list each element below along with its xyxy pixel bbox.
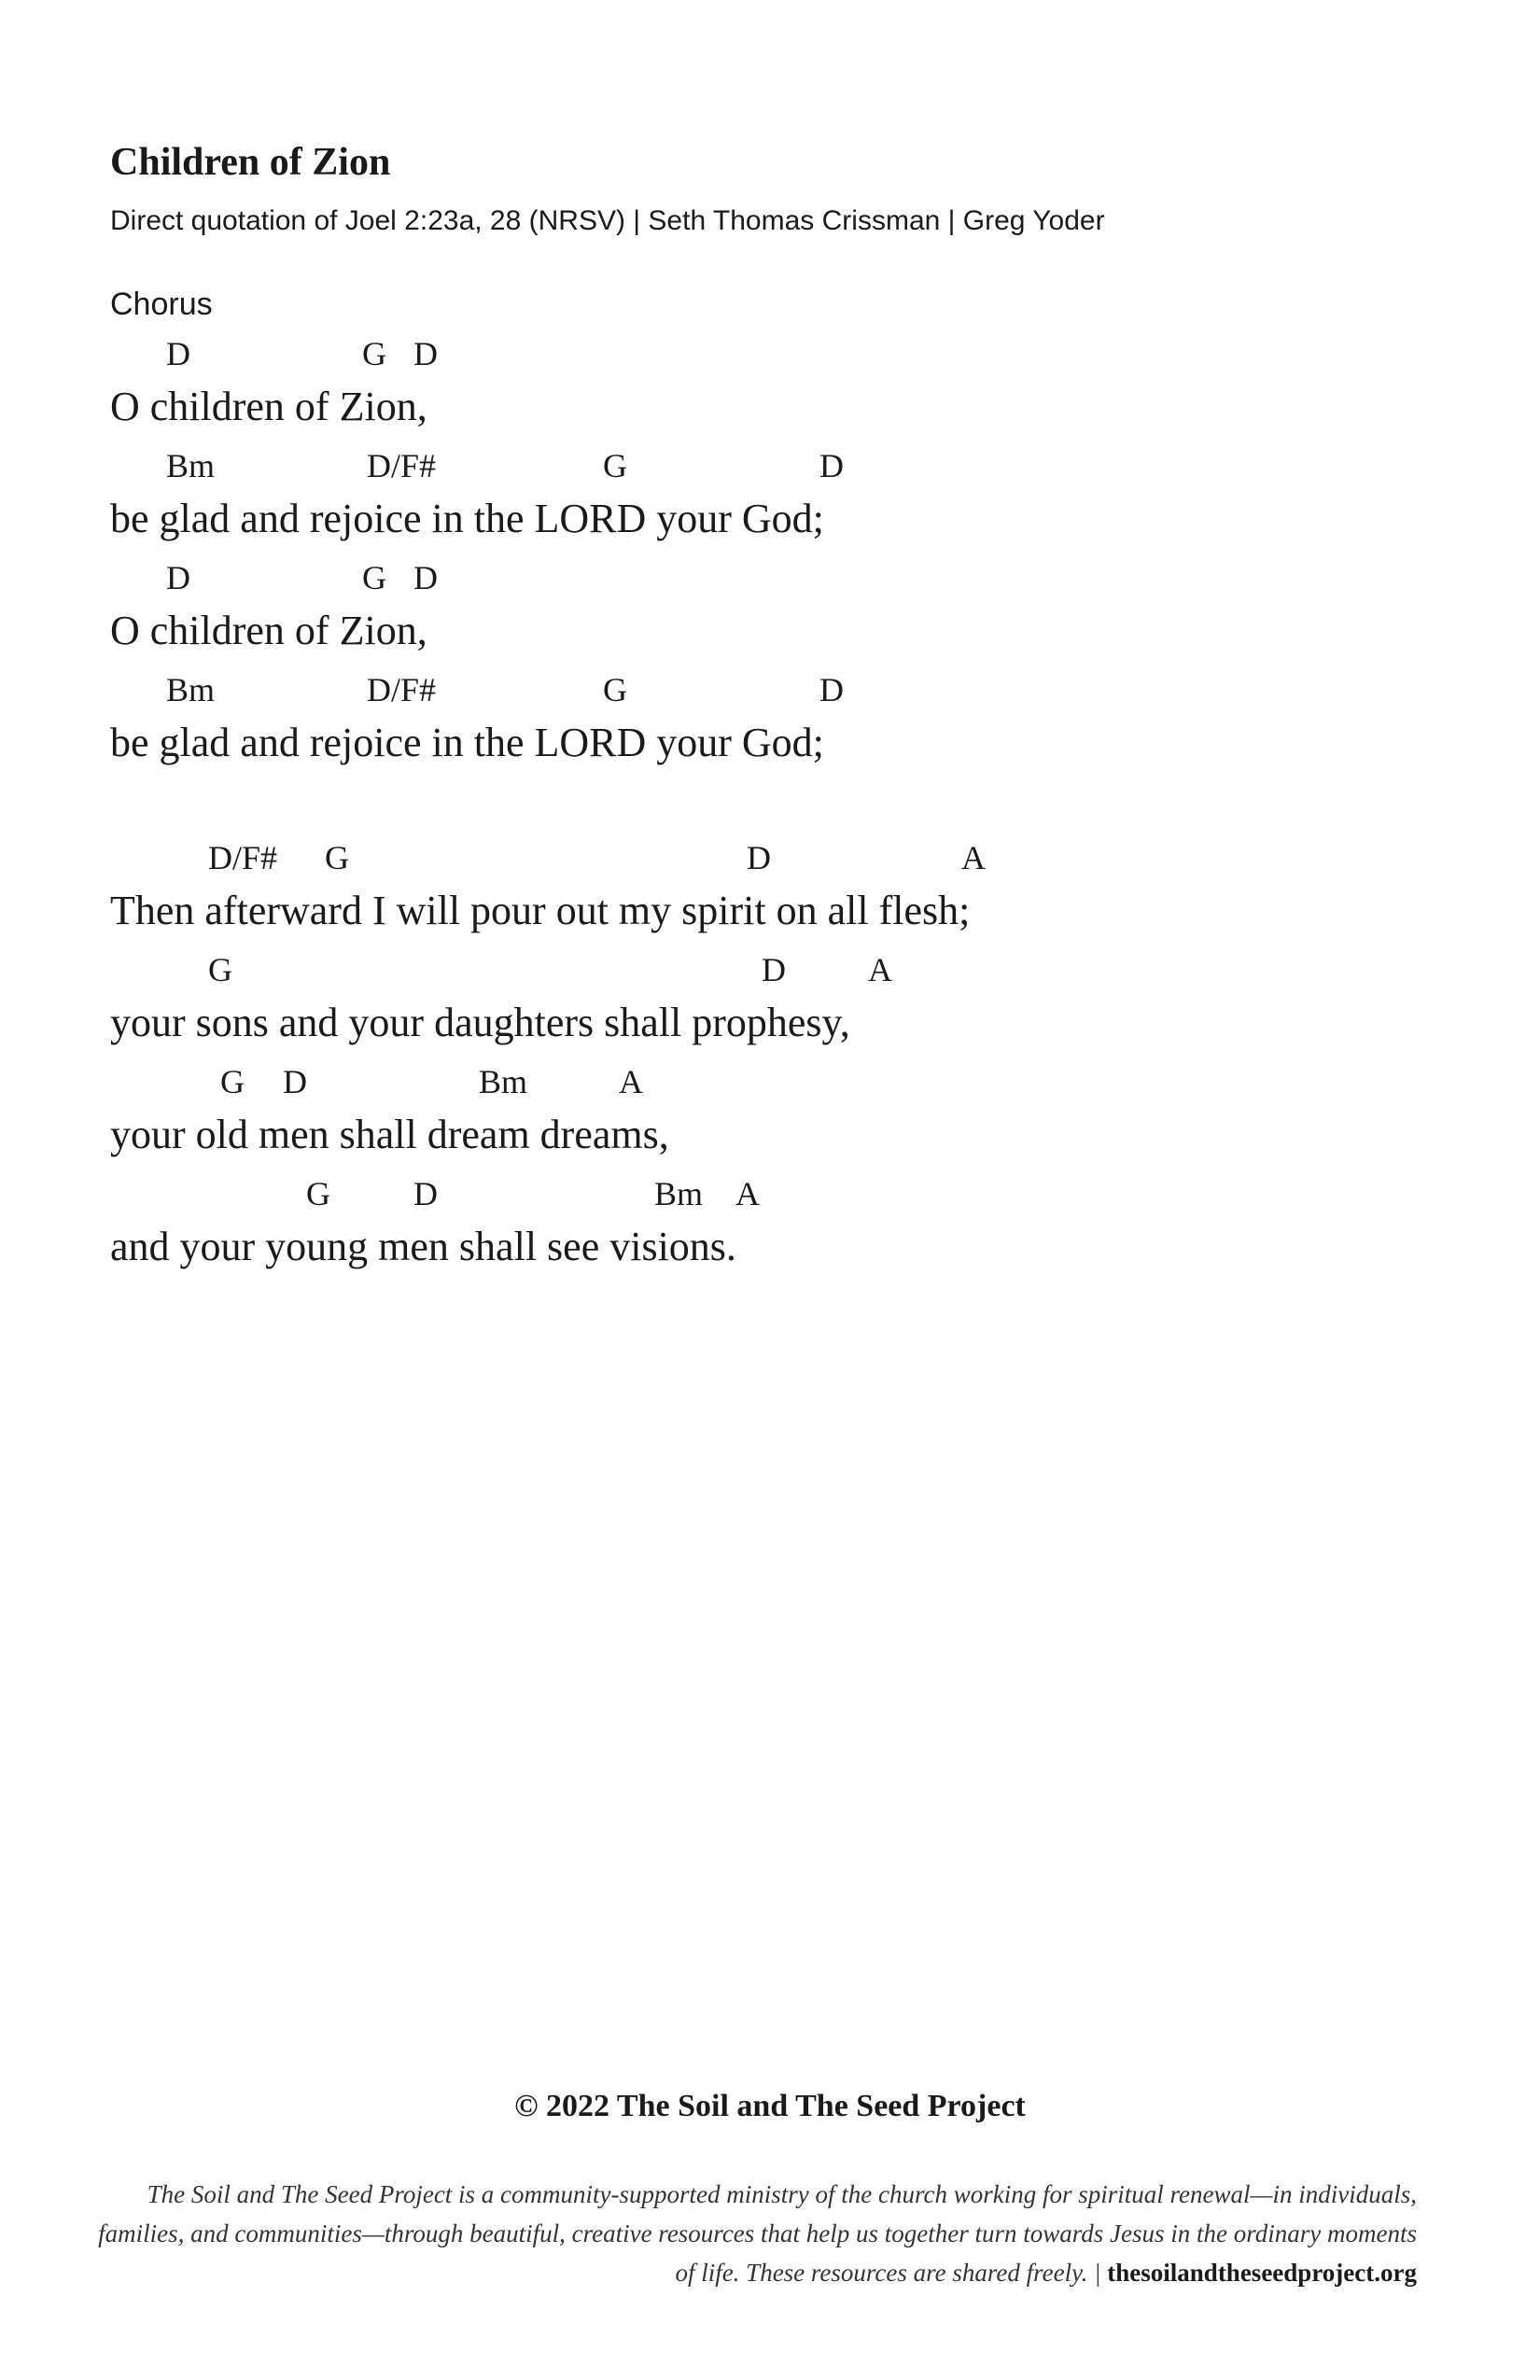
chord: D (166, 335, 190, 372)
chord: G (362, 335, 386, 372)
chord: G (208, 951, 232, 988)
chord: A (961, 839, 986, 876)
lyric-line: be glad and rejoice in the LORD your God; (110, 496, 824, 541)
lyric-line: and your young men shall see visions. (110, 1224, 736, 1269)
section-label-chorus: Chorus (110, 287, 213, 322)
chord: G (220, 1063, 245, 1100)
chord: Bm (654, 1175, 704, 1212)
chord: A (735, 1175, 760, 1212)
ministry-blurb-text: The Soil and The Seed Project is a community-supported ministry of the church working for spiritual renewal—in individuals, families, and communities—through beautiful, creative resources that help us together turn towards Jesus in the ordinary moments of life. These resources are shared freely. | (98, 2180, 1417, 2287)
chord: D (413, 559, 438, 596)
chord: D (413, 1175, 438, 1212)
ministry-description (91, 2175, 1417, 2292)
chord: D (819, 671, 844, 708)
copyright-notice: © 2022 The Soil and The Seed Project (514, 2089, 1026, 2123)
chord: A (619, 1063, 643, 1100)
chord: D (283, 1063, 307, 1100)
lyric-line: be glad and rejoice in the LORD your God; (110, 720, 824, 765)
chord: G (306, 1175, 330, 1212)
chord: G (325, 839, 349, 876)
lyric-line: your sons and your daughters shall prophesy, (110, 1000, 850, 1045)
chord: D (819, 447, 844, 484)
lyric-line: your old men shall dream dreams, (110, 1112, 669, 1157)
song-title: Children of Zion (110, 141, 391, 184)
chord: D (762, 951, 786, 988)
chord: Bm (166, 671, 216, 708)
lyric-line: Then afterward I will pour out my spirit on all flesh; (110, 888, 971, 933)
chord: D (747, 839, 771, 876)
chord: D/F# (208, 839, 278, 876)
song-credits: Direct quotation of Joel 2:23a, 28 (NRSV) | Seth Thomas Crissman | Greg Yoder (110, 205, 1105, 236)
chord: A (868, 951, 892, 988)
chord: D (413, 335, 438, 372)
website-link[interactable]: thesoilandtheseedproject.org (1107, 2259, 1417, 2287)
chord: Bm (166, 447, 216, 484)
chord: D/F# (367, 671, 437, 708)
chord: Bm (479, 1063, 528, 1100)
chord: G (603, 447, 627, 484)
chord: D/F# (367, 447, 437, 484)
lyric-line: O children of Zion, (110, 384, 427, 429)
chord: G (603, 671, 627, 708)
chord: G (362, 559, 386, 596)
chord: D (166, 559, 190, 596)
lyric-line: O children of Zion, (110, 608, 427, 653)
